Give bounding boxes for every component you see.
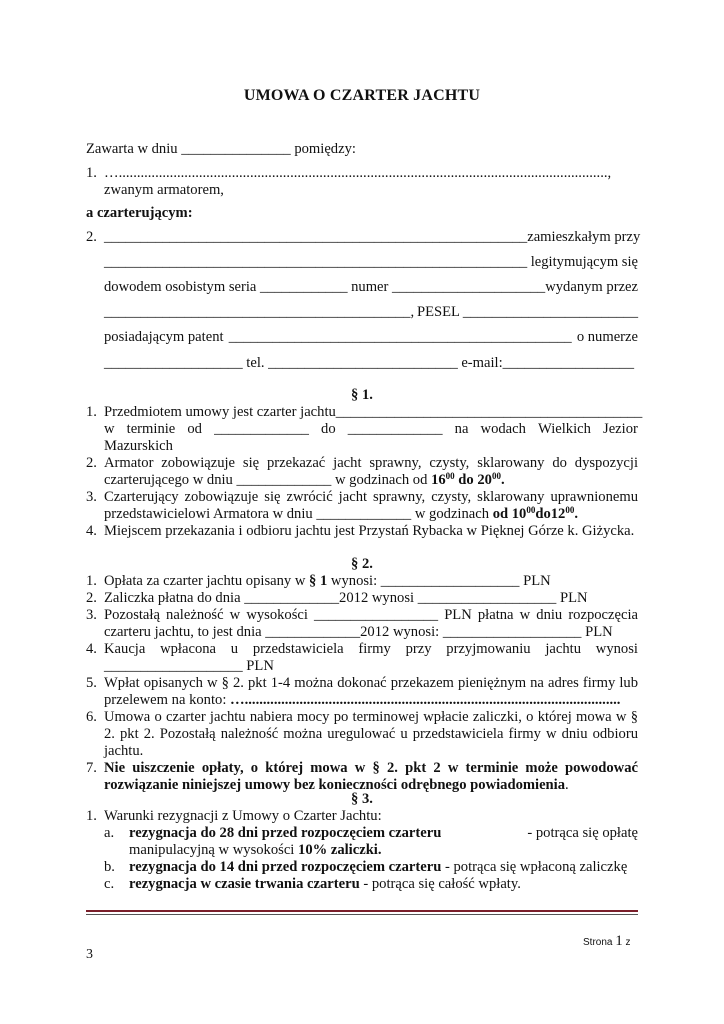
party-2-line-3	[104, 279, 638, 296]
end-date-blank: _____________	[347, 421, 443, 437]
fee-text: manipulacyjną w wysokości	[129, 842, 299, 858]
section-3-heading: § 3.	[351, 791, 373, 807]
document-title: UMOWA O CZARTER JACHTU	[243, 87, 481, 104]
s1-item-2-number: 2.	[86, 455, 97, 471]
s1-item-3-number: 3.	[86, 489, 97, 505]
period: .	[565, 777, 569, 793]
street-blank: __________________________________________________________	[104, 254, 528, 270]
s2-item-6-line-1: Umowa o czarter jachtu nabiera mocy po terminowej wpłacie zaliczki, o której mowa w §	[104, 709, 638, 725]
s3-subitem-b-letter: b.	[104, 859, 115, 875]
s2-item-1-number: 1.	[86, 573, 97, 589]
party-1-number: 1.	[86, 165, 97, 181]
s1-item-3-line-1: Czarterujący zobowiązuje się zwrócić jacht sprawny, czysty, sklarowany uprawnionemu	[104, 489, 638, 505]
pesel-blank: ________________________	[462, 304, 638, 320]
phone-label: ___________________ tel.	[104, 355, 265, 371]
s2-item-5-number: 5.	[86, 675, 97, 691]
word: przedstawiciela	[252, 641, 344, 657]
word: terminie	[126, 421, 176, 437]
party-2-line-1	[104, 229, 641, 246]
s1-item-1-text: Przedmiotem umowy jest czarter jachtu__________________________________________	[104, 404, 643, 420]
party-2-line-4	[104, 304, 638, 321]
page-indicator	[583, 933, 631, 950]
footer-rule	[86, 914, 638, 915]
s2-item-7-number: 7.	[86, 760, 97, 776]
s1-item-4-number: 4.	[86, 523, 97, 539]
party-2-line-6	[104, 355, 634, 372]
party-2-line-2	[104, 254, 638, 271]
time-minutes: 00	[445, 471, 455, 481]
word: wynosi	[595, 641, 638, 657]
address-label: zamieszkałym przy	[527, 229, 641, 245]
patent-blank: _______________________________________________	[228, 329, 572, 345]
s2-item-2-number: 2.	[86, 590, 97, 606]
patent-number-label: o numerze	[576, 329, 638, 345]
s2-item-2-text: Zaliczka płatna do dnia _____________2012 wynosi ___________________ PLN	[104, 590, 588, 606]
word: od	[187, 421, 202, 437]
word: Wielkich	[538, 421, 591, 437]
handover-time	[431, 472, 505, 488]
s2-item-3-line-2: czarteru jachtu, to jest dnia _____________2012 wynosi: ___________________ PLN	[104, 624, 613, 640]
s2-item-5-line-2	[104, 692, 620, 709]
party-2-line-5	[104, 329, 638, 346]
s2-item-1-text	[104, 573, 551, 590]
id-number-label: numer	[351, 279, 389, 295]
resignation-28-days-fee: - potrąca się opłatę	[527, 825, 638, 841]
charterer-heading: a czarterującym:	[86, 205, 193, 221]
word: do	[321, 421, 336, 437]
resignation-28-days: rezygnacja do 28 dni przed rozpoczęciem czarteru	[129, 825, 442, 841]
id-label-word: legitymującym	[530, 254, 619, 270]
s1-item-2-line-2	[104, 472, 505, 489]
s2-item-3-line-1: Pozostałą należność w wysokości _________________ PLN płatna w dniu rozpoczęcia	[104, 607, 638, 623]
time-value: do 20	[454, 472, 492, 488]
s2-item-5-line-1: Wpłat opisanych w § 2. pkt 1-4 można dokonać przekazem pieniężnym na adres firmy lub	[104, 675, 638, 691]
s2-item-4-number: 4.	[86, 641, 97, 657]
word: w	[104, 421, 115, 437]
deposit-amount-blank: ___________________ PLN	[104, 658, 274, 674]
page-number: 3	[86, 947, 93, 962]
patent-label: posiadającym patent	[104, 329, 224, 345]
page-of: z	[625, 937, 631, 948]
s1-item-3-line-2	[104, 506, 578, 523]
word: wodach	[480, 421, 526, 437]
s3-subitem-b-text	[129, 859, 627, 876]
time-value: od 10	[492, 506, 527, 522]
s3-subitem-a-letter: a.	[104, 825, 115, 841]
s1-item-1-number: 1.	[86, 404, 97, 420]
s3-subitem-a-line-1	[129, 825, 638, 842]
return-text: przedstawicielowi Armatora w dniu _____________ w godzinach	[104, 506, 493, 522]
page-current: 1	[615, 933, 623, 949]
word: wpłacona	[160, 641, 217, 657]
section-ref: § 1	[309, 573, 328, 589]
return-time	[493, 506, 578, 522]
time-value: 16	[431, 472, 446, 488]
s2-item-4-line-1	[104, 641, 638, 658]
resignation-during-charter-fee: - potrąca się całość wpłaty.	[359, 876, 521, 892]
section-1-heading: § 1.	[351, 387, 373, 403]
word: Kaucja	[104, 641, 146, 657]
section-2-heading: § 2.	[351, 556, 373, 572]
termination-clause: rozwiązanie niniejszej umowy bez konieczności odrębnego powiadomienia	[104, 777, 566, 793]
s3-item-1-text: Warunki rezygnacji z Umowy o Czarter Jachtu:	[104, 808, 382, 824]
s3-subitem-c-letter: c.	[104, 876, 115, 892]
s2-item-6-line-2: 2. pkt 2. Pozostałą należność można uregulować u przedstawiciela firmy w dniu odbioru	[104, 726, 638, 742]
email-field: e-mail:__________________	[461, 355, 634, 371]
time-value: do12	[535, 506, 566, 522]
address-blank: __________________________________________________________	[104, 229, 528, 245]
s2-item-6-line-3: jachtu.	[104, 743, 144, 759]
s3-subitem-a-line-2	[129, 842, 382, 859]
word: u	[230, 641, 239, 657]
period: .	[500, 472, 505, 488]
pesel-label: PESEL	[417, 304, 460, 320]
handover-text: czarterującego w dniu _____________ w godzinach od	[104, 472, 432, 488]
word: jachtu	[545, 641, 582, 657]
s1-item-4-text: Miejscem przekazania i odbioru jachtu jest Przystań Rybacka w Pięknej Górze k. Giżycka.	[104, 523, 635, 539]
concluded-date-line: Zawarta w dniu _______________ pomiędzy:	[86, 141, 356, 157]
s3-subitem-c-text	[129, 876, 521, 893]
bank-account-field: ….......................................................................................................	[230, 692, 621, 708]
time-minutes: 00	[526, 505, 536, 515]
phone-blank: __________________________	[268, 355, 458, 371]
s2-item-6-number: 6.	[86, 709, 97, 725]
s1-item-1-line-2	[104, 421, 638, 438]
page-label: Strona	[583, 937, 613, 948]
s3-item-1-number: 1.	[86, 808, 97, 824]
party-1-dotted-field: …......................................................................................................................................,	[104, 165, 612, 181]
id-series-label: dowodem osobistym seria	[104, 279, 257, 295]
resignation-during-charter: rezygnacja w czasie trwania czarteru	[129, 876, 360, 892]
party-1-role: zwanym armatorem,	[104, 182, 224, 198]
fee-text: Opłata za czarter jachtu opisany w	[104, 573, 310, 589]
s2-item-3-number: 3.	[86, 607, 97, 623]
party-2-number: 2.	[86, 229, 97, 245]
period: .	[574, 506, 579, 522]
word: przyjmowaniu	[446, 641, 531, 657]
id-issued-by: _____________________wydanym przez	[391, 279, 638, 295]
id-label-word: się	[621, 254, 638, 270]
time-minutes: 00	[565, 505, 575, 515]
time-minutes: 00	[491, 471, 501, 481]
resignation-14-days-fee: - potrąca się wpłaconą zaliczkę	[441, 859, 628, 875]
s1-item-2-line-1: Armator zobowiązuje się przekazać jacht sprawny, czysty, sklarowany do dyspozycji	[104, 455, 638, 471]
start-date-blank: _____________	[214, 421, 309, 437]
word: na	[454, 421, 469, 437]
word: Jezior	[603, 421, 638, 437]
issuer-blank: __________________________________________,	[104, 304, 415, 320]
id-series-blank: ____________	[259, 279, 348, 295]
transfer-label: przelewem na konto:	[104, 692, 231, 708]
footer-rule-accent	[86, 910, 638, 912]
fee-percent: 10% zaliczki.	[298, 842, 382, 858]
s2-item-7-line-1: Nie uiszczenie opłaty, o której mowa w § 2. pkt 2 w terminie może powodować	[104, 760, 638, 776]
fee-amount-blank: wynosi: ___________________ PLN	[327, 573, 551, 589]
resignation-14-days: rezygnacja do 14 dni przed rozpoczęciem czarteru	[129, 859, 442, 875]
word: firmy	[358, 641, 391, 657]
s1-item-1-line-3: Mazurskich	[104, 438, 173, 454]
word: przy	[405, 641, 432, 657]
